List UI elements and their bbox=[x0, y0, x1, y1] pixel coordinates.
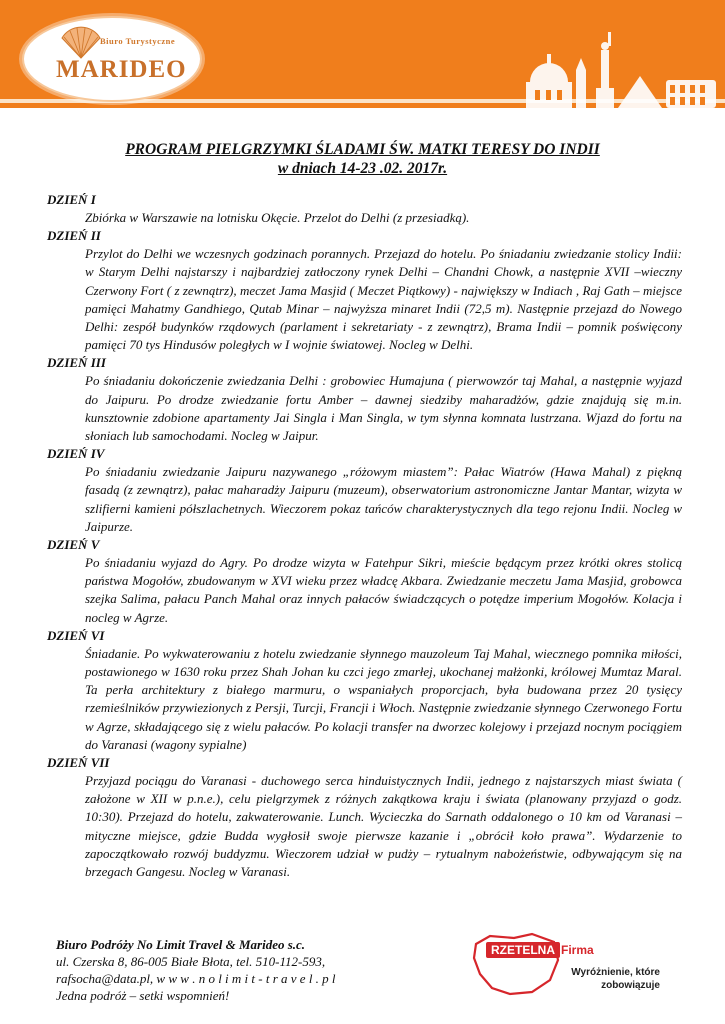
badge-label: RZETELNA bbox=[486, 942, 560, 958]
landmarks-skyline-icon bbox=[520, 30, 720, 108]
day-section bbox=[47, 445, 687, 536]
footer-slogan: Jedna podróż – setki wspomnień! bbox=[56, 988, 230, 1003]
logo-name: MARIDEO bbox=[56, 56, 187, 83]
day-heading: DZIEŃ IV bbox=[47, 446, 105, 462]
day-section bbox=[47, 754, 687, 881]
day-heading: DZIEŃ II bbox=[47, 228, 101, 244]
day-section bbox=[47, 354, 687, 445]
badge-tagline-line1: Wyróżnienie, które bbox=[571, 967, 660, 978]
day-heading: DZIEŃ V bbox=[47, 537, 100, 553]
day-heading: DZIEŃ VI bbox=[47, 627, 105, 643]
page-subtitle-dates: w dniach 14-23 .02. 2017r. bbox=[277, 160, 448, 177]
footer-address: ul. Czerska 8, 86-005 Białe Błota, tel. 510-112-593, bbox=[56, 954, 326, 969]
footer-contact-line: rafsocha@data.pl, w w w . n o l i m i t - t r a v e l . p l bbox=[56, 971, 336, 986]
day-section bbox=[47, 536, 687, 627]
program-days bbox=[47, 191, 687, 881]
day-section bbox=[47, 627, 687, 754]
day-description: Przyjazd pociągu do Varanasi - duchowego serca hinduistycznych Indii, jednego z najstarszych miast świata ( założone w XII w p.n.e.), celu pielgrzymek z różnych zakątkowa kraju i świata (planowany przyjazd o godz. 10:30). Przejazd do hotelu, zakwaterowanie. Lunch. Wycieczka do Sarnath oddalonego o 10 km od Varanasi – mityczne miejsce, gdzie Budda wygłosił swoje pierwsze kazanie i „obrócił koło prawa”. Wydarzenie to zapoczątkowało rozwój buddyzmu. Wieczorem udział w pudży – rytualnym nabożeństwie, odbywającym się na brzegach Gangesu. Nocleg w Varanasi. bbox=[85, 773, 682, 880]
day-section bbox=[47, 191, 687, 227]
shell-icon bbox=[58, 26, 104, 60]
page-title: PROGRAM PIELGRZYMKI ŚLADAMI ŚW. MATKI TERESY DO INDII bbox=[125, 141, 600, 158]
badge-firma: Firma bbox=[561, 943, 594, 957]
badge-tagline-line2: zobowiązuje bbox=[601, 980, 660, 991]
day-description: Zbiórka w Warszawie na lotnisku Okęcie. Przelot do Delhi (z przesiadką). bbox=[85, 210, 470, 225]
day-heading: DZIEŃ III bbox=[47, 355, 106, 371]
day-description: Po śniadaniu dokończenie zwiedzania Delhi : grobowiec Humajuna ( pierwowzór taj Mahal, a następnie wyjazd do Jaipuru. Po drodze zwiedzanie fortu Amber – dawnej siedziby maharadżów, gdzie znajdują się m.in. kunsztownie zdobione apartamenty Jai Singla i Man Singla, w tym słynna komnata lustrzana. Wjazd do fortu na słoniach lub samochodami. Nocleg w Jaipur. bbox=[85, 373, 682, 444]
day-heading: DZIEŃ I bbox=[47, 192, 96, 207]
day-description: Przylot do Delhi we wczesnych godzinach porannych. Przejazd do hotelu. Po śniadaniu zwiedzanie stolicy Indii: w Starym Delhi najstarszy i najbardziej zatłoczony rynek Delhi – Chandni Chowk, a następnie XVII –wieczny Czerwony Fort ( z zewnątrz), meczet Jama Masjid ( Meczet Piątkowy) - największy w Indiach , Raj Gath – miejsce pamięci Mahatmy Gandhiego, Qutab Minar – najwyższa minaret Indii (72,5 m). Następnie przejazd do Nowego Delhi: zespół budynków rządowych (parlament i sekretariaty - z zewnątrz), Brama Indii – pomnik poświęcony pamięci 70 tys Hindusów poległych w I wojnie światowej. Nocleg w Delhi. bbox=[85, 246, 682, 353]
badge-tagline bbox=[550, 966, 660, 992]
day-description: Śniadanie. Po wykwaterowaniu z hotelu zwiedzanie słynnego mauzoleum Taj Mahal, wiecznego pomnika miłości, postawionego w 1630 roku przez Shah Johan ku czci jego zmarłej, ukochanej małżonki, królowej Mumtaz Maral. Ta perła architektury z białego marmuru, o wspaniałych proporcjach, była budowana przez 20 tysięcy rzemieślników przywiezionych z Persji, Turcji, Francji i Włoch. Następnie zwiedzanie słynnego Czerwonego Fortu w Agrze, składającego się z wielu pałaców. Po kolacji transfer na dworzec kolejowy i przejazd nocnym pociągiem do Varanasi (wagony sypialne) bbox=[85, 645, 682, 752]
day-description: Po śniadaniu wyjazd do Agry. Po drodze wizyta w Fatehpur Sikri, mieście będącym przez krótki okres stolicą państwa Mogołów, zbudowanym w XVI wieku przez władcę Akbara. Zwiedzanie meczetu Jama Masjid, grobowca szejka Salima, pałacu Panch Mahal oraz innych pałaców świadczących o potędze imperium Mogołów. Kolacja i nocleg w Agrze. bbox=[85, 555, 682, 625]
footer-contact bbox=[56, 936, 336, 1004]
logo-subtitle: Biuro Turystyczne bbox=[100, 36, 176, 46]
day-description: Po śniadaniu zwiedzanie Jaipuru nazywanego „różowym miastem”: Pałac Wiatrów (Hawa Mahal) z piękną fasadą (z zewnątrz), pałac maharadży Jaipuru (muzeum), obserwatorium astronomiczne Jantar Mantar, wizyta w szlifierni kamieni półszlachetnych. Wieczorem pokaz tańców charakterystycznych dla tego rejonu Indii. Nocleg w Jaipurze. bbox=[85, 464, 682, 534]
footer-company: Biuro Podróży No Limit Travel & Marideo s.c. bbox=[56, 937, 306, 952]
day-heading: DZIEŃ VII bbox=[47, 755, 110, 771]
day-section bbox=[47, 227, 687, 354]
